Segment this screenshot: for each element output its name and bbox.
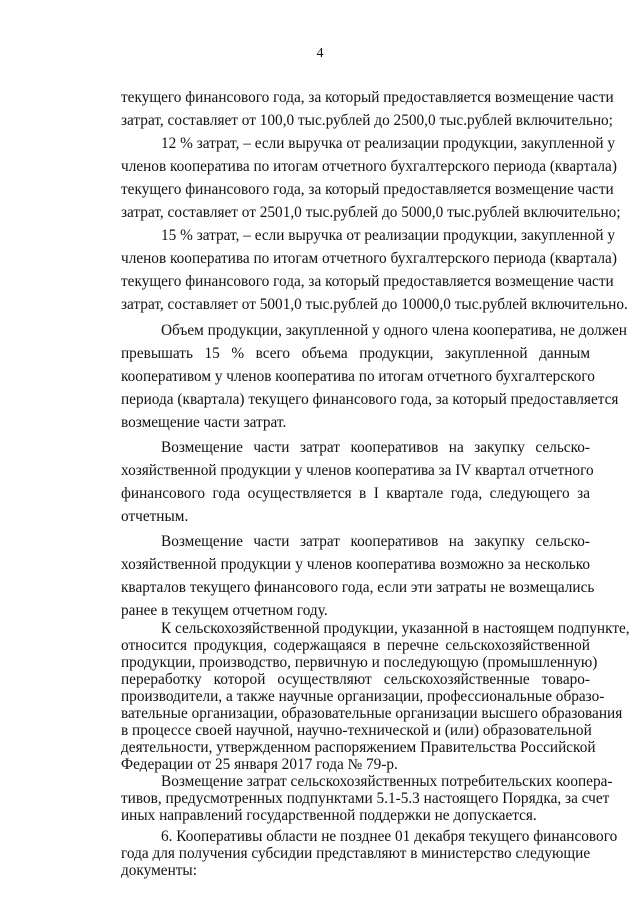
text-line: отчетным.	[121, 508, 189, 525]
text-line: производители, а также научные организации, профессиональные образо-	[121, 688, 605, 705]
text-line: деятельности, утвержденном распоряжением Правительства Российской	[121, 739, 596, 756]
text-line: ранее в текущем отчетном году.	[121, 602, 328, 619]
text-line: тивов, предусмотренных подпунктами 5.1-5.3 настоящего Порядка, за счет	[121, 790, 610, 807]
text-line: Возмещение части затрат кооперативов на закупку сельско-	[161, 439, 590, 456]
text-line: членов кооператива по итогам отчетного бухгалтерского периода (квартала)	[121, 250, 617, 267]
text-line: финансового года осуществляется в I квартале года, следующего за	[121, 485, 590, 502]
text-line: документы:	[121, 862, 197, 879]
text-line: кооперативом у членов кооператива по итогам отчетного бухгалтерского	[121, 368, 595, 385]
text-line: хозяйственной продукции у членов кооператива за IV квартал отчетного	[121, 462, 594, 479]
text-line: иных направлений государственной поддержки не допускается.	[121, 807, 537, 824]
page-number: 4	[316, 46, 324, 61]
text-line: текущего финансового года, за который предоставляется возмещение части	[121, 273, 614, 290]
text-line: К сельскохозяйственной продукции, указанной в настоящем подпункте,	[161, 620, 630, 637]
text-line: затрат, составляет от 5001,0 тыс.рублей до 10000,0 тыс.рублей включительно.	[121, 296, 628, 313]
text-line: Возмещение части затрат кооперативов на закупку сельско-	[161, 533, 590, 550]
text-line: в процессе своей научной, научно-технической и (или) образовательной	[121, 722, 592, 739]
text-line: года для получения субсидии представляют в министерство следующие	[121, 845, 591, 862]
text-line: затрат, составляет от 100,0 тыс.рублей до 2500,0 тыс.рублей включительно;	[121, 112, 613, 129]
text-line: кварталов текущего финансового года, если эти затраты не возмещались	[121, 579, 595, 596]
text-line: Объем продукции, закупленной у одного члена кооператива, не должен	[161, 322, 627, 339]
text-line: возмещение части затрат.	[121, 414, 287, 431]
text-line: текущего финансового года, за который предоставляется возмещение части	[121, 89, 614, 106]
text-line: затрат, составляет от 2501,0 тыс.рублей до 5000,0 тыс.рублей включительно;	[121, 204, 621, 221]
text-line: текущего финансового года, за который предоставляется возмещение части	[121, 181, 614, 198]
text-line: хозяйственной продукции у членов кооператива возможно за несколько	[121, 556, 590, 573]
text-line: периода (квартала) текущего финансового года, за который предоставляется	[121, 391, 619, 408]
text-line: относится продукция, содержащаяся в перечне сельскохозяйственной	[121, 637, 590, 654]
text-line: превышать 15 % всего объема продукции, закупленной данным	[121, 345, 590, 362]
text-line: членов кооператива по итогам отчетного бухгалтерского периода (квартала)	[121, 158, 617, 175]
text-line: переработку которой осуществляют сельскохозяйственные товаро-	[121, 671, 590, 688]
text-line: 15 % затрат, – если выручка от реализации продукции, закупленной у	[161, 227, 616, 244]
text-line: продукции, производство, первичную и последующую (промышленную)	[121, 654, 598, 671]
text-line: Возмещение затрат сельскохозяйственных потребительских коопера-	[161, 773, 613, 790]
text-line: 12 % затрат, – если выручка от реализации продукции, закупленной у	[161, 135, 616, 152]
text-line: 6. Кооперативы области не позднее 01 декабря текущего финансового	[161, 828, 618, 845]
text-line: вательные организации, образовательные организации высшего образования	[121, 705, 623, 722]
text-line: Федерации от 25 января 2017 года № 79-р.	[121, 756, 398, 773]
